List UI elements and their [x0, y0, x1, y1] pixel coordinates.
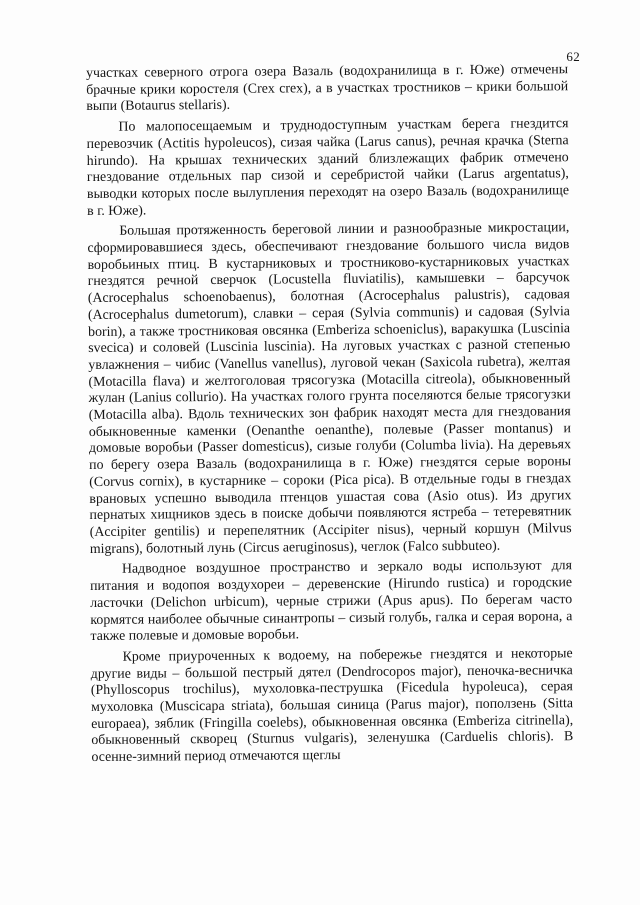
paragraph-4: Надводное воздушное пространство и зеркало воды используют для питания и водопоя воздухореи – деревенские (Hirundo rustica) и городские ласточки (Delichon urbicum), черные стрижи (Apus apus). По берегам часто кормятся наиболее обычные синантропы – сизый голубь, галка и серая ворона, а также полевые и домовые воробьи. [90, 558, 573, 645]
paragraph-3: Большая протяженность береговой линии и разнообразные микростации, сформировавшиеся здесь, обеспечивают гнездование большого числа видов воробьиных птиц. В кустарниковых и тростниково-кустарниковых участках гнездятся речной сверчок (Locustella fluviatilis), камышевки – барсучок (Acrocephalus schoenobaenus), болотная (Acrocephalus palustris), садовая (Acrocephalus dumetorum), славки – серая (Sylvia communis) и садовая (Sylvia borin), а также тростниковая овсянка (Emberiza schoeniclus), варакушка (Luscinia svecica) и соловей (Luscinia luscinia). На луговых участках с разной степенью увлажнения – чибис (Vanellus vanellus), луговой чекан (Saxicola rubetra), желтая (Motacilla flava) и желтоголовая трясогузка (Motacilla citreola), обыкновенный жулан (Lanius collurio). На участках голого грунта поселяются белые трясогузки (Motacilla alba). Вдоль технических зон фабрик находят места для гнездования обыкновенные каменки (Oenanthe oenanthe), полевые (Passer montanus) и домовые воробьи (Passer domesticus), сизые голуби (Columba livia). На деревьях по берегу озера Вазаль (водохранилища в г. Юже) гнездятся серые вороны (Corvus cornix), в кустарнике – сороки (Pica pica). В отдельные годы в гнездах врановых успешно выводила птенцов ушастая сова (Asio otus). Из других пернатых хищников здесь в поиске добычи появляются ястреба – тетеревятник (Accipiter gentilis) и перепелятник (Accipiter nisus), черный коршун (Milvus migrans), болотный лунь (Circus aeruginosus), чеглок (Falco subbuteo). [87, 220, 572, 557]
paragraph-1: участках северного отрога озера Вазаль (водохранилища в г. Юже) отмечены брачные крики коростеля (Crex crex), а в участках тростников – крики большой выпи (Botaurus stellaris). [86, 62, 569, 115]
paragraph-5: Кроме приуроченных к водоему, на побережье гнездятся и некоторые другие виды – большой пестрый дятел (Dendrocopos major), пеночка-весничка (Phylloscopus trochilus), мухоловка-пеструшка (Ficedula hypoleuca), серая мухоловка (Muscicapa striata), большая синица (Parus major), поползень (Sitta europaea), зяблик (Fringilla coelebs), обыкновенная овсянка (Emberiza citrinella), обыкновенный скворец (Sturnus vulgaris), зеленушка (Carduelis chloris). В осенне-зимний период отмечаются щеглы [90, 646, 574, 766]
paragraph-2: По малопосещаемым и труднодоступным участкам берега гнездится перевозчик (Actitis hypoleucos), сизая чайка (Larus canus), речная крачка (Sterna hirundo). На крышах технических зданий близлежащих фабрик отмечено гнездование отдельных пар сизой и серебристой чайки (Larus argentatus), выводки которых после вылупления переходят на озеро Вазаль (водохранилище в г. Юже). [86, 116, 570, 219]
page-text-body [86, 62, 574, 771]
page-number: 62 [566, 49, 580, 64]
